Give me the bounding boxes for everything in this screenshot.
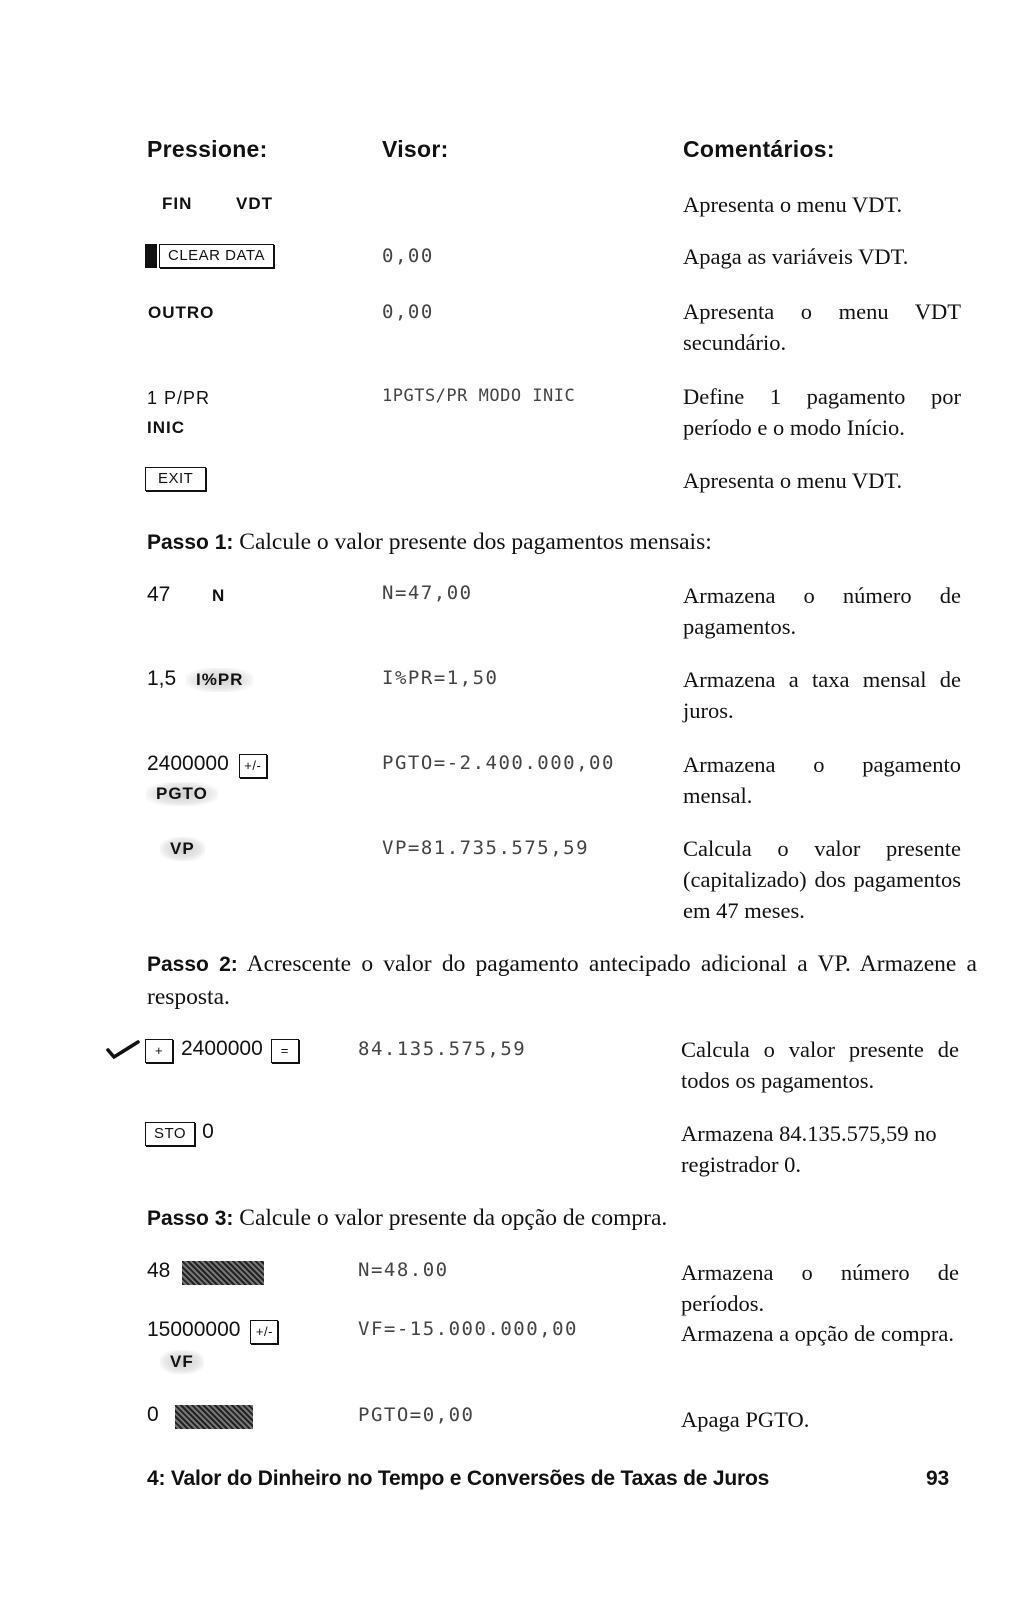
keys-plus-2400000-equals: + 2400000 = bbox=[145, 1037, 299, 1063]
shaded-menu-key-icon bbox=[182, 1261, 264, 1285]
check-mark-icon bbox=[106, 1040, 140, 1060]
display-n: N=47,00 bbox=[382, 582, 473, 604]
key-vp: VP bbox=[160, 837, 205, 861]
display-ppr: 1PGTS/PR MODO INIC bbox=[382, 386, 576, 406]
display-vf: VF=-15.000.000,00 bbox=[358, 1318, 578, 1340]
comment-sto: Armazena 84.135.575,59 no registrador 0. bbox=[681, 1121, 937, 1177]
display-n48: N=48.00 bbox=[358, 1259, 449, 1281]
shaded-menu-key-icon bbox=[175, 1405, 253, 1429]
comment-outro: Apresenta o menu VDT secundário. bbox=[683, 299, 961, 355]
keys-48-n: 48 bbox=[147, 1259, 264, 1285]
key-outro: OUTRO bbox=[148, 303, 215, 322]
display-sum: 84.135.575,59 bbox=[358, 1038, 527, 1060]
number-1-5: 1,5 bbox=[147, 667, 177, 690]
key-pgto: PGTO bbox=[146, 782, 218, 806]
comment-clear: Apaga as variáveis VDT. bbox=[683, 244, 909, 269]
comment-vf: Armazena a opção de compra. bbox=[681, 1321, 954, 1346]
header-comments: Comentários: bbox=[683, 136, 835, 162]
comment-sum: Calcula o valor presente de todos os pagamentos. bbox=[681, 1037, 959, 1093]
comment-vp: Calcula o valor presente (capitalizado) dos pagamentos em 47 meses. bbox=[683, 836, 961, 923]
key-exit: EXIT bbox=[145, 467, 206, 491]
keys-15000000-chs: 15000000 +/- bbox=[147, 1318, 278, 1344]
display-outro: 0,00 bbox=[382, 301, 434, 323]
display-vp: VP=81.735.575,59 bbox=[382, 837, 590, 859]
step-2: Passo 2: Acrescente o valor do pagamento antecipado adicional a VP. Armazene a resposta. bbox=[147, 951, 977, 1010]
key-vf: VF bbox=[160, 1350, 204, 1374]
key-inic: INIC bbox=[147, 418, 185, 437]
shift-key-icon bbox=[145, 244, 157, 268]
display-pgto: PGTO=-2.400.000,00 bbox=[382, 752, 615, 774]
step-3: Passo 3: Calcule o valor presente da opção de compra. bbox=[147, 1205, 668, 1231]
key-ixpr: I%PR bbox=[186, 668, 253, 692]
comment-fin-vdt: Apresenta o menu VDT. bbox=[683, 192, 903, 217]
display-pgto0: PGTO=0,00 bbox=[358, 1404, 475, 1426]
keys-sto-0: STO 0 bbox=[145, 1120, 214, 1146]
comment-pgto0: Apaga PGTO. bbox=[681, 1407, 810, 1432]
key-ppr: 1 P/PR bbox=[147, 388, 211, 408]
header-display: Visor: bbox=[382, 136, 449, 162]
page-number: 93 bbox=[926, 1467, 949, 1490]
comment-n48: Armazena o número de períodos. bbox=[681, 1260, 959, 1316]
key-clear-data: CLEAR DATA bbox=[145, 244, 274, 268]
keys-2400000-chs: 2400000 +/- bbox=[147, 752, 267, 778]
key-vdt: VDT bbox=[236, 194, 273, 213]
comment-n: Armazena o número de pagamentos. bbox=[683, 583, 961, 639]
header-press: Pressione: bbox=[147, 136, 268, 162]
comment-ixpr: Armazena a taxa mensal de juros. bbox=[683, 667, 961, 723]
footer-chapter: 4: Valor do Dinheiro no Tempo e Conversões de Taxas de Juros bbox=[147, 1467, 770, 1490]
display-clear: 0,00 bbox=[382, 245, 434, 267]
display-ixpr: I%PR=1,50 bbox=[382, 667, 499, 689]
comment-exit: Apresenta o menu VDT. bbox=[683, 468, 903, 493]
keys-0-pgto: 0 bbox=[147, 1403, 253, 1429]
step-1: Passo 1: Calcule o valor presente dos pagamentos mensais: bbox=[147, 529, 712, 555]
comment-ppr: Define 1 pagamento por período e o modo Início. bbox=[683, 384, 961, 440]
number-47: 47 bbox=[147, 583, 171, 606]
key-n: N bbox=[212, 586, 226, 605]
key-fin: FIN bbox=[162, 194, 193, 213]
comment-pgto: Armazena o pagamento mensal. bbox=[683, 752, 961, 808]
